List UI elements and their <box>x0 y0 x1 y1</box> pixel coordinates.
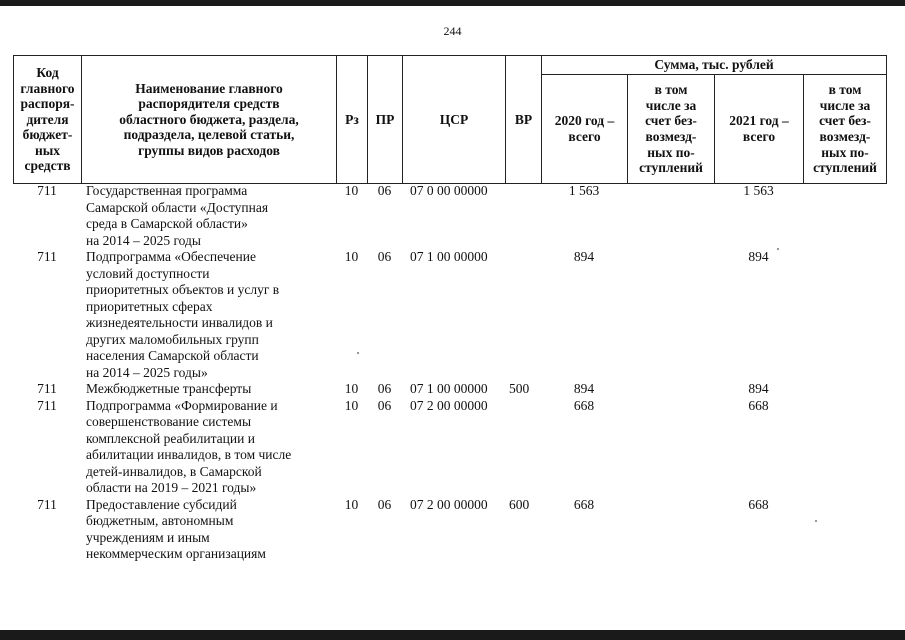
text-line: некоммерческим организациям <box>86 546 266 561</box>
scan-bottom-edge <box>0 630 905 640</box>
row-free-2020 <box>627 497 714 563</box>
header-pr: ПР <box>368 56 403 184</box>
text-line: ных <box>34 142 61 158</box>
text-line: области на 2019 – 2021 годы» <box>86 480 257 495</box>
header-sum-group: Сумма, тыс. рублей <box>542 56 887 75</box>
row-vr <box>505 398 541 497</box>
header-2021-free <box>804 75 887 184</box>
text-line: числе за <box>645 97 697 113</box>
row-csr: 07 1 00 00000 <box>410 381 488 396</box>
text-line: всего <box>742 129 776 144</box>
header-2020-free <box>628 75 715 184</box>
row-sum-2021: 668 <box>748 397 769 413</box>
row-sum-2020: 668 <box>573 496 595 512</box>
row-sum-2021: 1 563 <box>743 183 774 198</box>
text-line: группы видов расходов <box>138 142 280 158</box>
text-line: подраздела, целевой статьи, <box>123 127 295 143</box>
row-sum-2021: 894 <box>748 249 769 264</box>
text-line: Наименование главного <box>135 80 283 96</box>
row-free-2021 <box>803 249 886 381</box>
row-csr: 07 2 00 00000 <box>410 496 488 512</box>
header-2021-total <box>715 75 804 184</box>
row-csr: 07 0 00 00000 <box>410 183 488 198</box>
page-number: 244 <box>443 24 462 38</box>
table-row <box>13 249 886 381</box>
scan-speck <box>815 520 817 522</box>
header-name <box>82 56 337 184</box>
text-line: Самарской области «Доступная <box>86 199 269 215</box>
text-line: дителя <box>26 111 69 127</box>
text-line: Предоставление субсидий <box>86 496 237 512</box>
row-name <box>81 497 336 563</box>
text-line: всего <box>568 129 601 144</box>
row-rz: 10 <box>344 381 359 396</box>
row-sum-2020: 894 <box>573 381 595 396</box>
row-free-2020 <box>627 249 714 381</box>
row-name <box>81 398 336 497</box>
row-code: 711 <box>37 397 57 413</box>
header-2020-total <box>542 75 628 184</box>
text-line: учреждениям и иным <box>86 529 210 545</box>
text-line: возмезд- <box>819 129 871 144</box>
row-free-2020 <box>627 381 714 398</box>
row-pr: 06 <box>377 183 392 198</box>
header-2020-total-lines <box>542 113 627 144</box>
row-rz: 10 <box>344 183 359 198</box>
text-line: населения Самарской области <box>86 348 259 363</box>
table-row <box>13 381 886 398</box>
table-row <box>13 497 886 563</box>
scan-speck <box>777 248 779 250</box>
text-line: бюджетным, автономным <box>86 513 234 528</box>
table-body <box>13 183 886 563</box>
text-line: Государственная программа <box>86 183 248 198</box>
text-line: среда в Самарской области» <box>86 216 248 231</box>
row-free-2021 <box>803 183 886 249</box>
text-line: главного <box>20 80 75 96</box>
scan-top-edge <box>0 0 905 6</box>
row-vr <box>505 249 541 381</box>
row-sum-2020: 668 <box>573 397 595 413</box>
row-pr: 06 <box>377 496 392 512</box>
row-code: 711 <box>37 249 57 264</box>
text-line: других маломобильных групп <box>86 331 259 347</box>
row-sum-2020: 894 <box>573 249 595 264</box>
header-2021-free-lines <box>804 82 886 176</box>
text-line: абилитации инвалидов, в том числе <box>86 447 292 462</box>
text-line: Код <box>36 64 59 80</box>
header-csr: ЦСР <box>403 56 506 184</box>
text-line: совершенствование системы <box>86 414 252 429</box>
text-line: на 2014 – 2025 годы» <box>86 364 208 380</box>
row-rz: 10 <box>344 397 359 413</box>
row-vr: 500 <box>509 381 530 396</box>
text-line: 2021 год – <box>729 113 789 129</box>
row-name <box>81 183 336 249</box>
header-rz: Рз <box>337 56 368 184</box>
row-name <box>81 249 336 381</box>
text-line: детей-инвалидов, в Самарской <box>86 463 262 479</box>
text-line: средств <box>24 158 71 174</box>
row-free-2021 <box>803 381 886 398</box>
row-sum-2021: 668 <box>748 496 769 512</box>
text-line: жизнедеятельности инвалидов и <box>86 315 273 330</box>
text-line: комплексной реабилитации и <box>86 430 255 446</box>
header-name-lines <box>82 81 336 159</box>
text-line: счет без- <box>645 113 697 129</box>
table-header <box>13 55 887 184</box>
row-vr: 600 <box>509 496 530 512</box>
text-line: распоря- <box>20 96 75 112</box>
text-line: возмезд- <box>645 129 697 144</box>
text-line: распорядителя средств <box>138 96 280 112</box>
row-free-2020 <box>627 183 714 249</box>
header-2021-total-lines <box>715 113 803 144</box>
text-line: Межбюджетные трансферты <box>86 381 252 396</box>
text-line: приоритетных объектов и услуг в <box>86 282 280 297</box>
header-2020-free-lines <box>628 82 714 176</box>
row-sum-2020: 1 563 <box>568 183 600 198</box>
row-code: 711 <box>37 496 57 512</box>
row-free-2020 <box>627 398 714 497</box>
text-line: приоритетных сферах <box>86 298 213 314</box>
text-line: условий доступности <box>86 265 210 281</box>
row-csr: 07 2 00 00000 <box>410 397 488 413</box>
text-line: ступлений <box>639 160 703 176</box>
text-line: бюджет- <box>22 127 73 143</box>
text-line: Подпрограмма «Формирование и <box>86 397 278 413</box>
text-line: ступлений <box>813 160 877 176</box>
text-line: Подпрограмма «Обеспечение <box>86 249 256 264</box>
row-name <box>81 381 336 398</box>
row-free-2021 <box>803 497 886 563</box>
row-free-2021 <box>803 398 886 497</box>
header-code-lines <box>14 65 81 174</box>
text-line: в том <box>828 82 862 98</box>
row-sum-2021: 894 <box>748 381 769 396</box>
scan-speck <box>357 352 359 354</box>
header-vr: ВР <box>506 56 542 184</box>
row-pr: 06 <box>377 397 392 413</box>
row-pr: 06 <box>377 381 392 396</box>
text-line: областного бюджета, раздела, <box>119 111 299 127</box>
text-line: ных по- <box>647 144 695 160</box>
text-line: ных по- <box>821 144 869 160</box>
table-row <box>13 398 886 497</box>
row-code: 711 <box>37 183 57 198</box>
text-line: 2020 год – <box>554 113 615 129</box>
header-code <box>14 56 82 184</box>
row-rz: 10 <box>344 249 359 264</box>
text-line: на 2014 – 2025 годы <box>86 232 201 248</box>
row-csr: 07 1 00 00000 <box>410 249 488 264</box>
table-row <box>13 183 886 249</box>
row-rz: 10 <box>344 496 359 512</box>
text-line: в том <box>654 82 688 98</box>
row-code: 711 <box>37 381 57 396</box>
text-line: числе за <box>819 97 871 113</box>
row-vr <box>505 183 541 249</box>
row-pr: 06 <box>377 249 392 264</box>
text-line: счет без- <box>819 113 871 129</box>
